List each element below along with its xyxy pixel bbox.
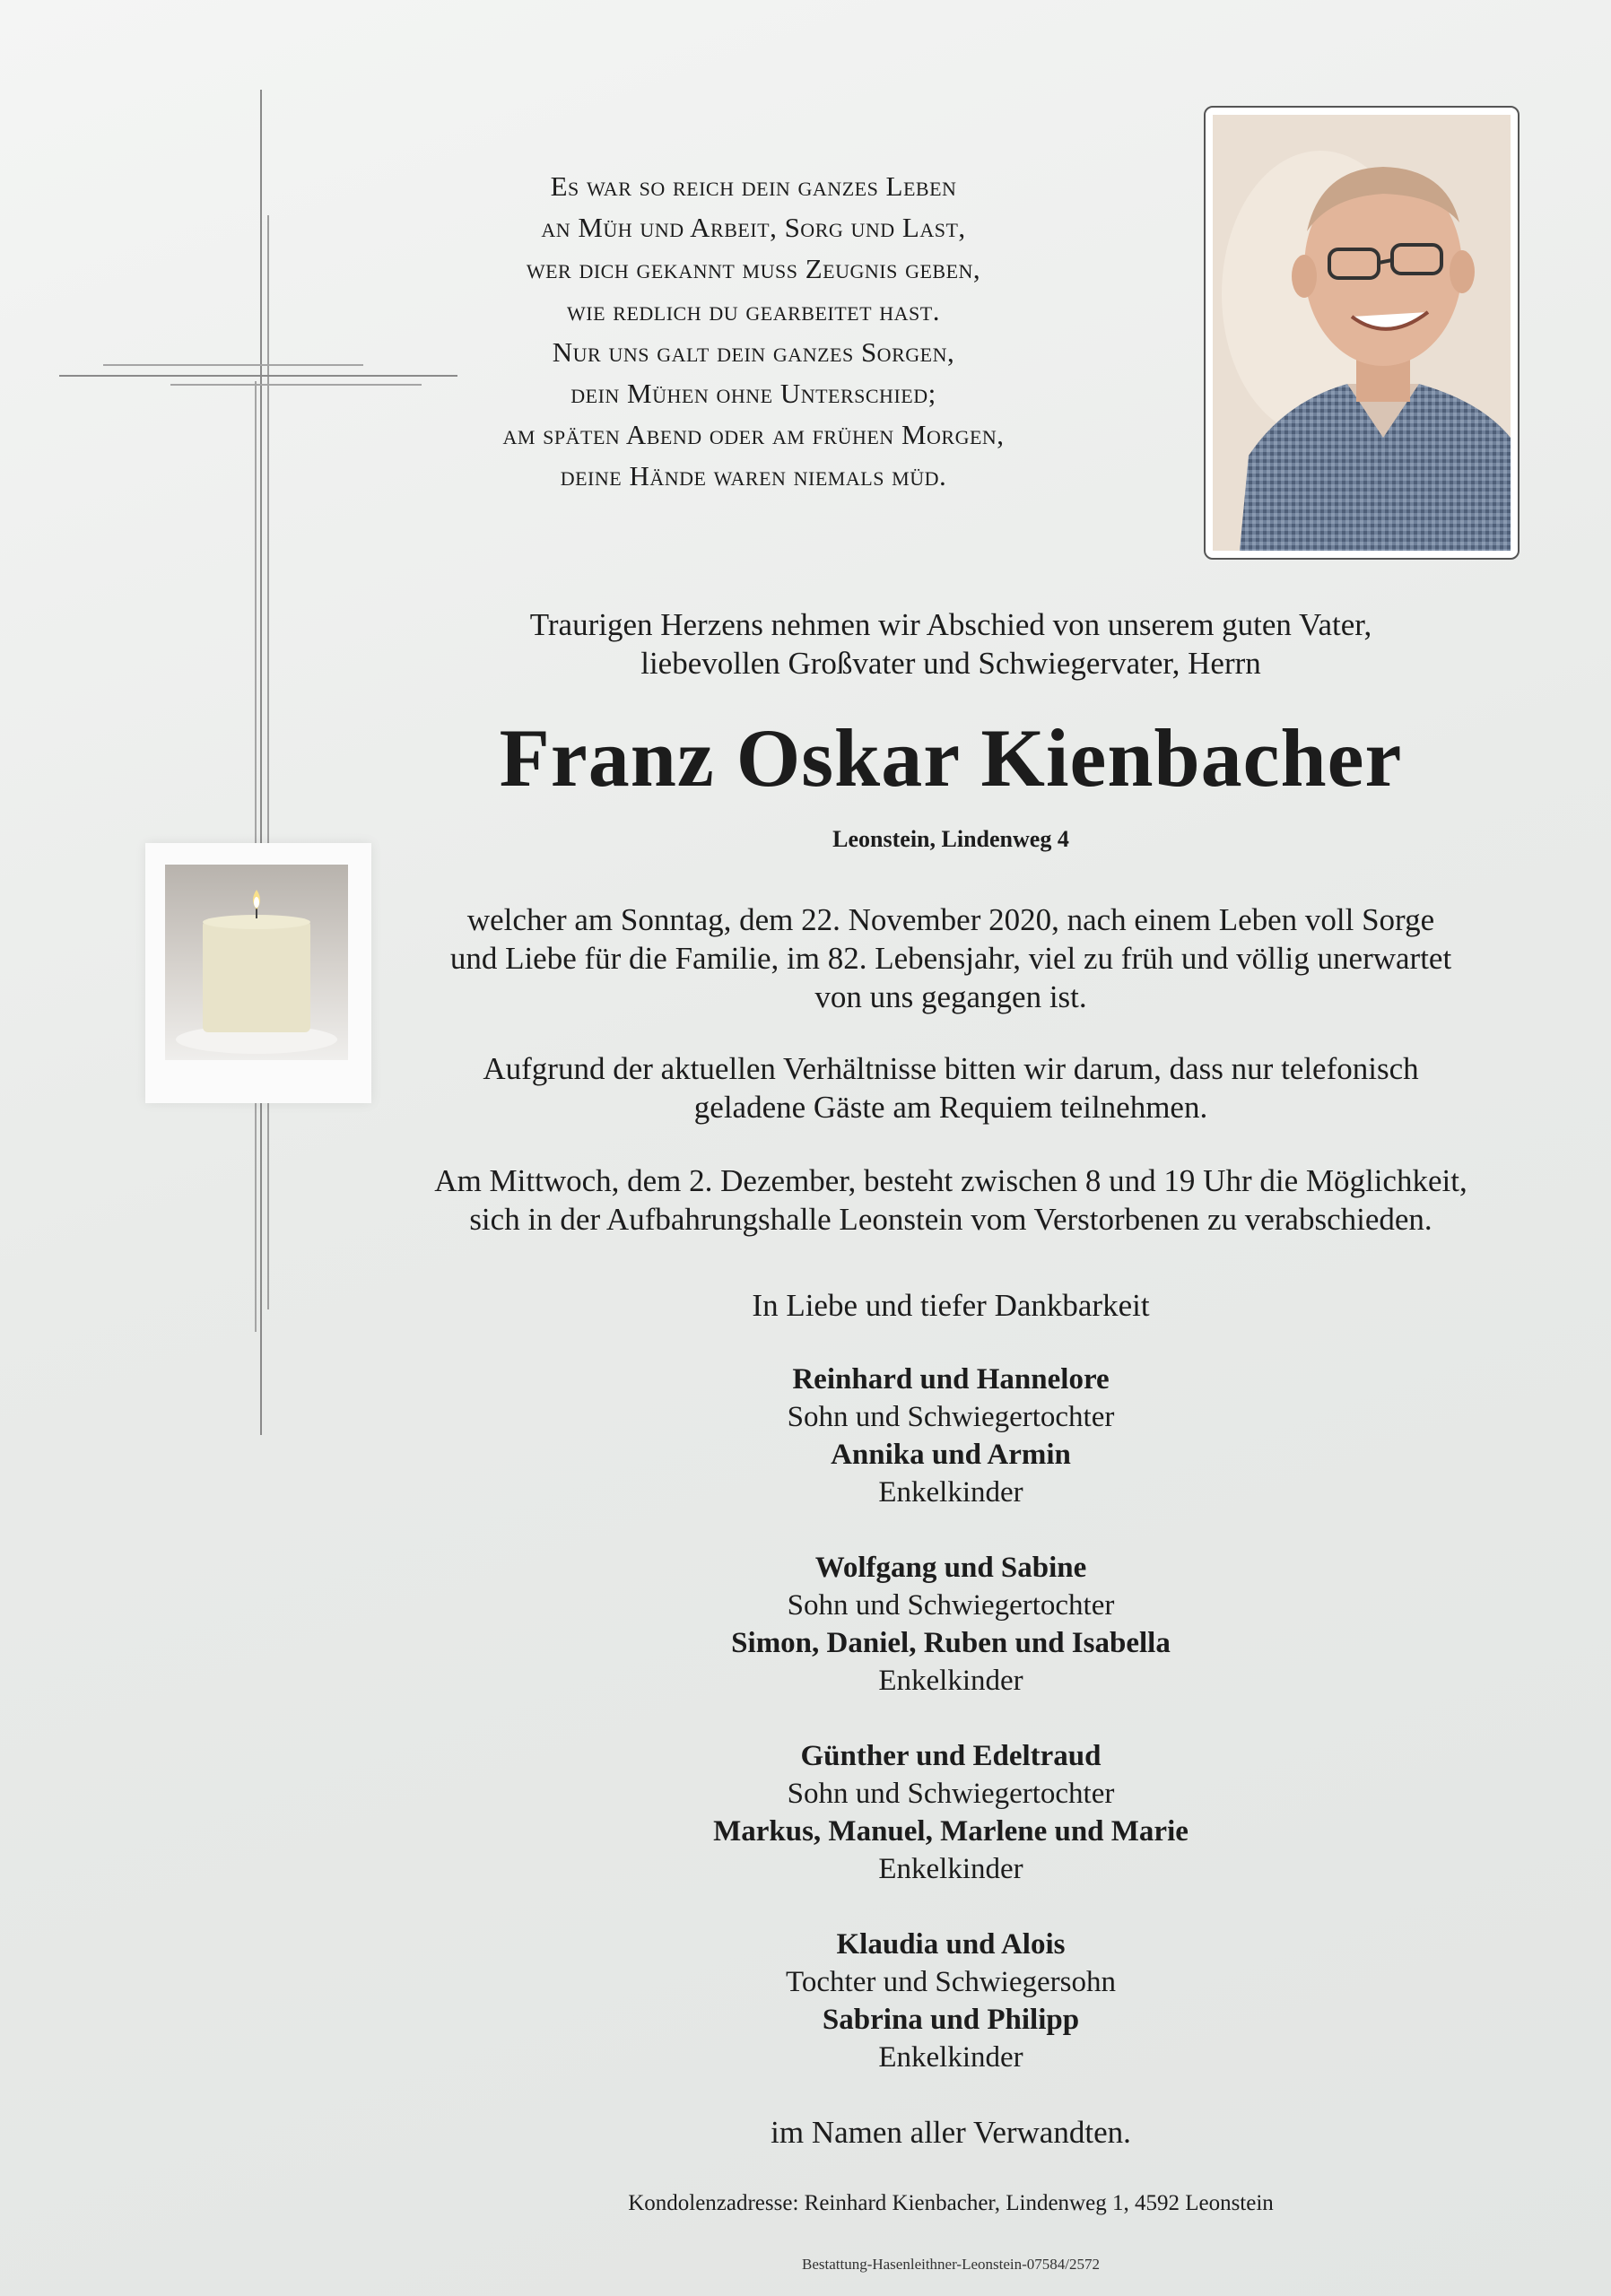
death-notice (395, 900, 1507, 1016)
portrait-photo (1213, 115, 1511, 551)
grandchildren-relation: Enkelkinder (878, 2041, 1023, 2074)
family-names: Reinhard und Hannelore (792, 1363, 1110, 1396)
guests-notice-line: Aufgrund der aktuellen Verhältnisse bitten wir darum, dass nur telefonisch (483, 1051, 1419, 1086)
family-group (395, 1737, 1507, 1888)
poem-line: Es war so reich dein ganzes Leben (550, 170, 957, 202)
grandchildren-names: Simon, Daniel, Ruben und Isabella (731, 1627, 1171, 1659)
poem-line: dein Mühen ohne Unterschied; (570, 378, 936, 410)
deceased-name: Franz Oskar Kienbacher (499, 712, 1403, 804)
poem-line: Nur uns galt dein ganzes Sorgen, (552, 335, 955, 368)
viewing-notice (395, 1161, 1507, 1239)
viewing-notice-line: Am Mittwoch, dem 2. Dezember, besteht zwischen 8 und 19 Uhr die Möglichkeit, (434, 1163, 1467, 1198)
grandchildren-relation: Enkelkinder (878, 1853, 1023, 1885)
poem-line: an Müh und Arbeit, Sorg und Last, (541, 212, 966, 244)
viewing-notice-line: sich in der Aufbahrungshalle Leonstein vom Verstorbenen zu verabschieden. (469, 1202, 1432, 1237)
family-relation: Tochter und Schwiegersohn (786, 1966, 1116, 1998)
family-group (395, 1361, 1507, 1511)
grandchildren-names: Sabrina und Philipp (822, 2004, 1080, 2036)
guests-notice (395, 1049, 1507, 1126)
intro-text (395, 605, 1507, 683)
family-relation: Sohn und Schwiegertochter (787, 1778, 1115, 1810)
poem-line: wer dich gekannt muss Zeugnis geben, (526, 253, 981, 285)
poem-line: am späten Abend oder am frühen Morgen, (502, 419, 1005, 451)
guests-notice-line: geladene Gäste am Requiem teilnehmen. (693, 1090, 1208, 1125)
intro-line: Traurigen Herzens nehmen wir Abschied von unserem guten Vater, (529, 607, 1372, 642)
grandchildren-relation: Enkelkinder (878, 1665, 1023, 1697)
grandchildren-names: Markus, Manuel, Marlene und Marie (713, 1815, 1189, 1848)
condolence-address: Kondolenzadresse: Reinhard Kienbacher, Lindenweg 1, 4592 Leonstein (628, 2191, 1274, 2215)
signoff: In Liebe und tiefer Dankbarkeit (752, 1288, 1150, 1323)
death-notice-line: welcher am Sonntag, dem 22. November 2020, nach einem Leben voll Sorge (466, 902, 1435, 937)
grandchildren-relation: Enkelkinder (878, 1476, 1023, 1509)
death-notice-line: und Liebe für die Familie, im 82. Lebensjahr, viel zu früh und völlig unerwartet (449, 941, 1452, 976)
poem (448, 166, 1058, 498)
candle-frame (145, 843, 371, 1103)
family-names: Günther und Edeltraud (800, 1740, 1102, 1772)
poem-line: wie redlich du gearbeitet hast. (567, 294, 940, 326)
family-group (395, 1549, 1507, 1700)
candle-icon (165, 865, 348, 1060)
grandchildren-names: Annika und Armin (831, 1439, 1071, 1471)
family-names: Klaudia und Alois (836, 1928, 1066, 1961)
portrait-frame (1204, 106, 1520, 560)
poem-line: deine Hände waren niemals müd. (560, 460, 947, 492)
death-notice-line: von uns gegangen ist. (814, 979, 1087, 1014)
portrait-illustration (1213, 115, 1511, 551)
intro-line: liebevollen Großvater und Schwiegervater, Herrn (640, 646, 1261, 681)
family-group (395, 1926, 1507, 2076)
family-relation: Sohn und Schwiegertochter (787, 1401, 1115, 1433)
family-list (395, 1361, 1507, 2114)
closing-line: im Namen aller Verwandten. (771, 2115, 1131, 2150)
funeral-home-footer: Bestattung-Hasenleithner-Leonstein-07584/2572 (801, 2256, 1101, 2273)
family-relation: Sohn und Schwiegertochter (787, 1589, 1115, 1622)
deceased-address: Leonstein, Lindenweg 4 (832, 826, 1069, 852)
family-names: Wolfgang und Sabine (814, 1552, 1087, 1584)
